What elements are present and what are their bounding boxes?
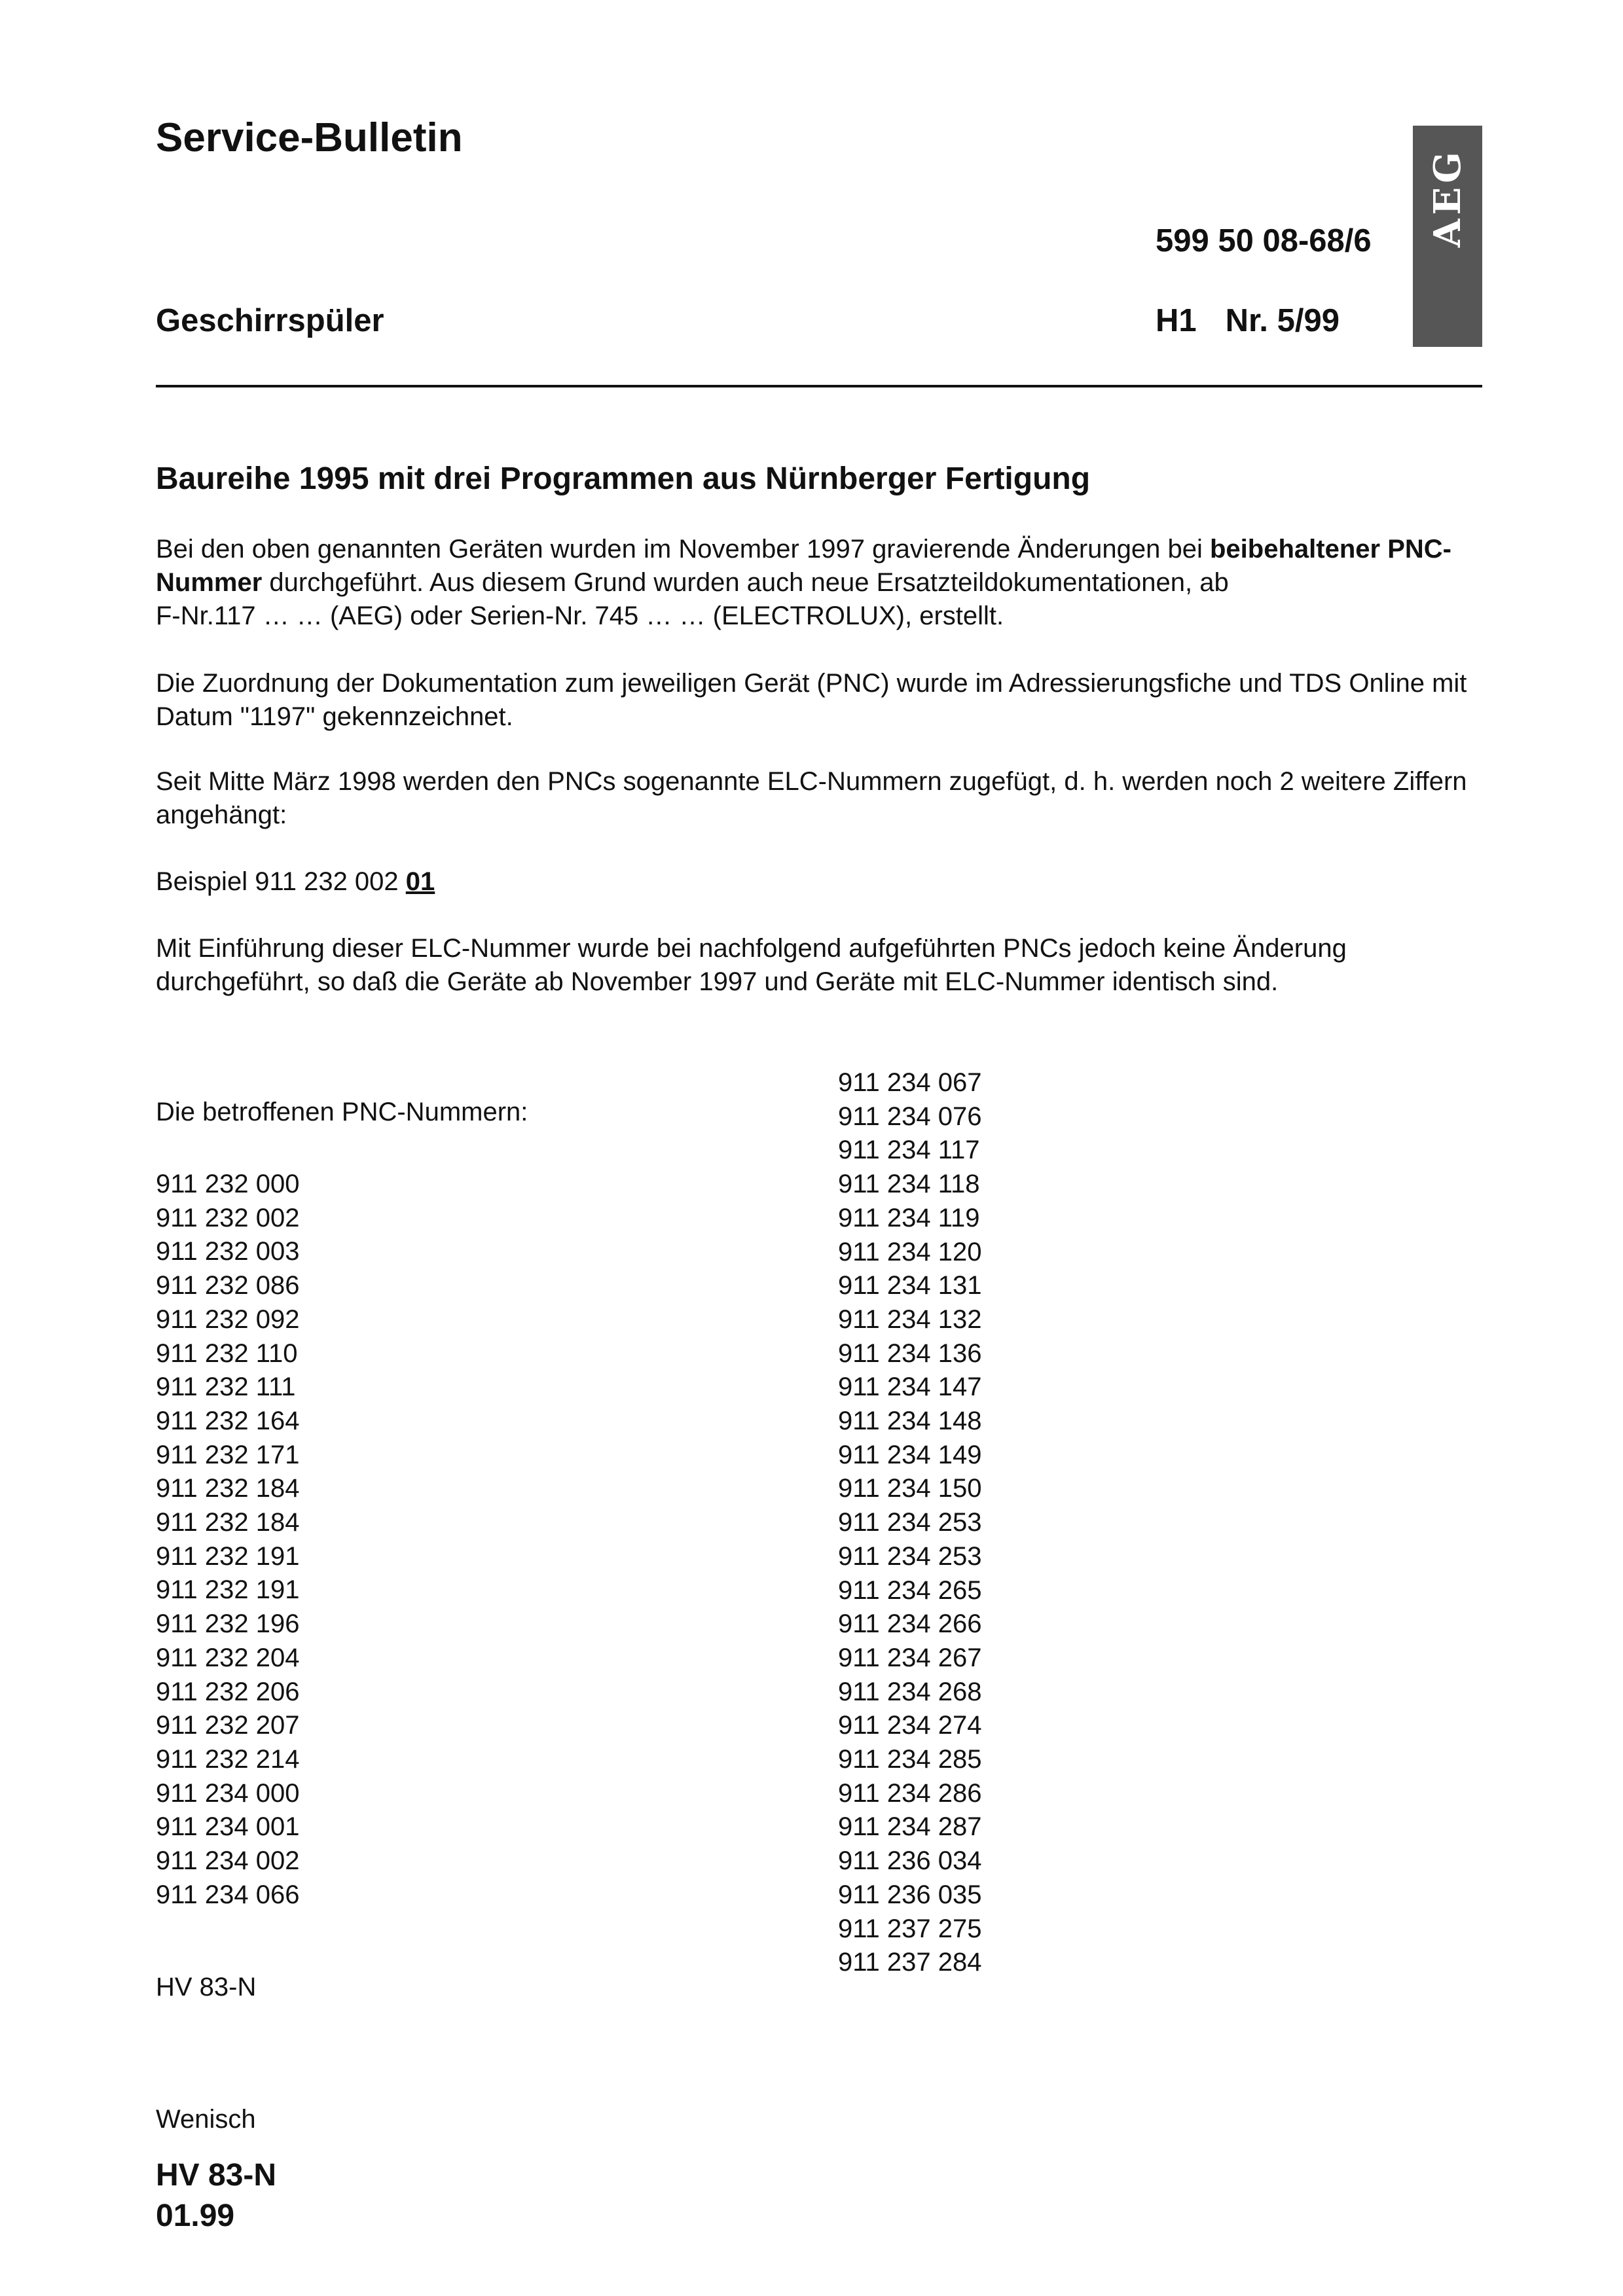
pnc-number: 911 232 184 xyxy=(156,1508,300,1537)
emphasis-text: beibehaltener PNC-Nummer xyxy=(156,535,1451,597)
pnc-number: 911 232 171 xyxy=(156,1440,300,1469)
example-elc-suffix: 01 xyxy=(405,867,435,896)
pnc-number: 911 232 092 xyxy=(156,1304,300,1334)
page-title: Service-Bulletin xyxy=(156,115,463,160)
pnc-number: 911 234 149 xyxy=(838,1440,982,1469)
pnc-number: 911 234 267 xyxy=(838,1643,982,1672)
pnc-number: 911 234 002 xyxy=(156,1846,300,1876)
pnc-number: 911 234 287 xyxy=(838,1812,982,1842)
section-heading: Baureihe 1995 mit drei Programmen aus Nürnberger Fertigung xyxy=(156,461,1091,496)
pnc-number: 911 234 253 xyxy=(838,1508,982,1537)
logo-text: AEG xyxy=(1426,148,1469,247)
pnc-number: 911 234 285 xyxy=(838,1745,982,1774)
pnc-number: 911 232 086 xyxy=(156,1271,300,1300)
pnc-number: 911 232 111 xyxy=(156,1372,296,1402)
example-prefix: Beispiel 911 232 002 xyxy=(156,867,406,896)
pnc-number: 911 234 132 xyxy=(838,1304,982,1334)
pnc-number: 911 234 066 xyxy=(156,1880,300,1909)
pnc-number: 911 234 265 xyxy=(838,1575,982,1605)
pnc-number: 911 232 196 xyxy=(156,1609,300,1639)
pnc-number: 911 237 275 xyxy=(838,1914,982,1943)
affected-pnc-label: Die betroffenen PNC-Nummern: xyxy=(156,1098,528,1126)
bulletin-series: H1 xyxy=(1156,303,1197,338)
pnc-number: 911 234 266 xyxy=(838,1609,982,1639)
pnc-number: 911 236 035 xyxy=(838,1880,982,1909)
pnc-number: 911 234 286 xyxy=(838,1778,982,1808)
footer-author: Wenisch xyxy=(156,2105,256,2134)
pnc-number: 911 232 110 xyxy=(156,1338,298,1368)
pnc-number: 911 237 284 xyxy=(838,1948,982,1977)
pnc-number: 911 232 207 xyxy=(156,1711,300,1740)
paragraph-changes xyxy=(156,533,1491,633)
pnc-number: 911 234 253 xyxy=(838,1541,982,1571)
footer-date: 01.99 xyxy=(156,2198,235,2233)
pnc-number: 911 234 000 xyxy=(156,1778,300,1808)
pnc-number: 911 232 214 xyxy=(156,1744,300,1774)
header-divider xyxy=(156,385,1482,387)
pnc-number: 911 232 184 xyxy=(156,1474,300,1503)
pnc-number: 911 232 204 xyxy=(156,1643,300,1672)
pnc-number: 911 232 003 xyxy=(156,1237,300,1266)
pnc-number: 911 234 147 xyxy=(838,1372,982,1402)
pnc-number: 911 232 191 xyxy=(156,1541,300,1571)
paragraph-identical: Mit Einführung dieser ELC-Nummer wurde bei nachfolgend aufgeführten PNCs jedoch keine Änderung durchgeführt, so daß die Geräte ab November 1997 und Geräte mit ELC-Nummer identisch sind. xyxy=(156,934,1347,996)
paragraph-text: F-Nr.117 … … (AEG) oder Serien-Nr. 745 … … (ELECTROLUX), erstellt. xyxy=(156,601,1004,630)
bulletin-code xyxy=(1156,305,1340,337)
pnc-list-right xyxy=(838,1066,981,1980)
pnc-number: 911 234 117 xyxy=(838,1136,980,1165)
paragraph-elc-numbers: Seit Mitte März 1998 werden den PNCs sogenannte ELC-Nummern zugefügt, d. h. werden noch 2 weitere Ziffern angehängt: xyxy=(156,767,1467,829)
footer-department: HV 83-N xyxy=(156,1973,257,2001)
pnc-number: 911 234 274 xyxy=(838,1711,982,1740)
pnc-number: 911 232 164 xyxy=(156,1406,300,1435)
pnc-number: 911 234 118 xyxy=(838,1170,980,1199)
pnc-number: 911 234 136 xyxy=(838,1338,982,1368)
pnc-number: 911 234 067 xyxy=(838,1068,982,1097)
document-number: 599 50 08-68/6 xyxy=(1156,223,1372,259)
paragraph-example xyxy=(156,865,1491,899)
paragraph-text: Bei den oben genannten Geräten wurden im November 1997 gravierende Änderungen bei xyxy=(156,535,1210,564)
pnc-number: 911 232 000 xyxy=(156,1170,300,1198)
brand-logo xyxy=(1413,126,1482,347)
pnc-number: 911 232 002 xyxy=(156,1203,300,1232)
pnc-number: 911 234 148 xyxy=(838,1407,982,1436)
paragraph-text: durchgeführt. Aus diesem Grund wurden auch neue Ersatzteildokumentationen, ab xyxy=(262,568,1229,597)
pnc-number: 911 232 206 xyxy=(156,1677,300,1706)
bulletin-number: Nr. 5/99 xyxy=(1225,303,1340,338)
pnc-number: 911 234 076 xyxy=(838,1102,982,1131)
pnc-number: 911 232 191 xyxy=(156,1575,300,1605)
pnc-number: 911 236 034 xyxy=(838,1846,982,1876)
pnc-number: 911 234 119 xyxy=(838,1203,980,1232)
paragraph-documentation: Die Zuordnung der Dokumentation zum jeweiligen Gerät (PNC) wurde im Adressierungsfiche und TDS Online mit Datum "1197" gekennzeichnet. xyxy=(156,669,1467,731)
pnc-number: 911 234 131 xyxy=(838,1271,982,1300)
pnc-number: 911 234 150 xyxy=(838,1474,982,1503)
pnc-number: 911 234 001 xyxy=(156,1812,300,1842)
pnc-number: 911 234 268 xyxy=(838,1677,982,1706)
product-category: Geschirrspüler xyxy=(156,303,384,338)
footer-code: HV 83-N xyxy=(156,2158,277,2193)
pnc-list-left xyxy=(156,1168,299,1912)
pnc-number: 911 234 120 xyxy=(838,1237,982,1266)
